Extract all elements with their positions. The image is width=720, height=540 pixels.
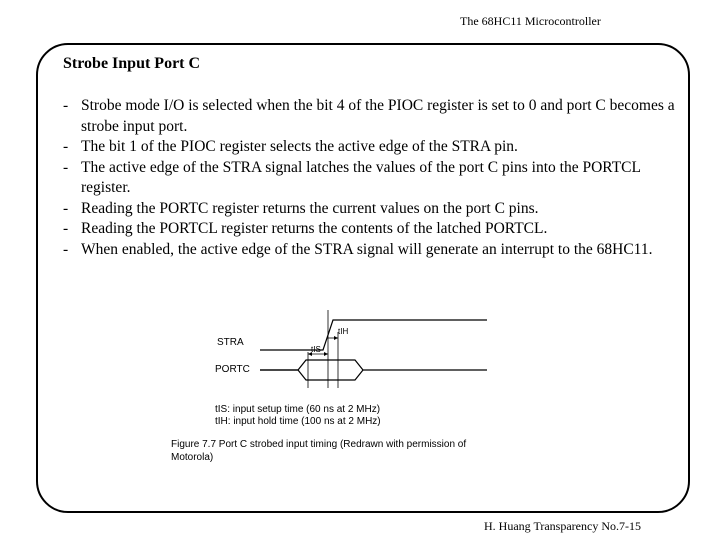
tih-label: tIH [338,327,349,336]
bullet-text: Reading the PORTC register returns the current values on the port C pins. [81,199,539,217]
timing-diagram-svg [165,302,525,472]
bullet-marker: - [63,158,69,176]
figure-caption-line2: Motorola) [171,452,214,463]
bullet-text: Reading the PORTCL register returns the contents of the latched PORTCL. [81,220,548,237]
tih-arrowhead [334,336,338,340]
bullet-text: Strobe mode I/O is selected when the bit 4 of the PIOC register is set to 0 and port C becomes a strobe input port. [81,97,675,135]
bullet-item [63,158,685,199]
bullet-marker: - [63,97,69,114]
bullet-marker: - [63,199,69,217]
stra-waveform [260,320,487,350]
bullet-text: When enabled, the active edge of the STRA signal will generate an interrupt to the 68HC11. [81,240,653,258]
portc-waveform-bottom [260,370,363,380]
legend-tih: tIH: input hold time (100 ns at 2 MHz) [215,416,381,427]
portc-label: PORTC [215,364,250,375]
bullet-item [63,199,685,220]
bullet-item [63,96,685,137]
stra-label: STRA [217,337,244,348]
bullet-item [63,137,685,158]
header-title: The 68HC11 Microcontroller [460,14,601,28]
footer-text: H. Huang Transparency No.7-15 [484,519,641,533]
bullet-marker: - [63,240,69,258]
tis-label: tIS [311,345,321,354]
bullet-list [63,96,685,260]
bullet-item [63,219,685,240]
legend-tis: tIS: input setup time (60 ns at 2 MHz) [215,404,381,415]
bullet-marker: - [63,220,69,237]
figure-caption-line1: Figure 7.7 Port C strobed input timing (Redrawn with permission of [171,439,467,450]
bullet-text: The active edge of the STRA signal latches the values of the port C pins into the PORTCL register. [81,158,641,196]
slide-title: Strobe Input Port C [63,55,201,72]
bullet-item [63,240,685,261]
tis-arrowhead-right [324,352,328,356]
portc-waveform-top [260,360,487,370]
bullet-text: The bit 1 of the PIOC register selects the active edge of the STRA pin. [81,138,518,155]
bullet-marker: - [63,138,69,155]
timing-diagram [165,302,525,472]
